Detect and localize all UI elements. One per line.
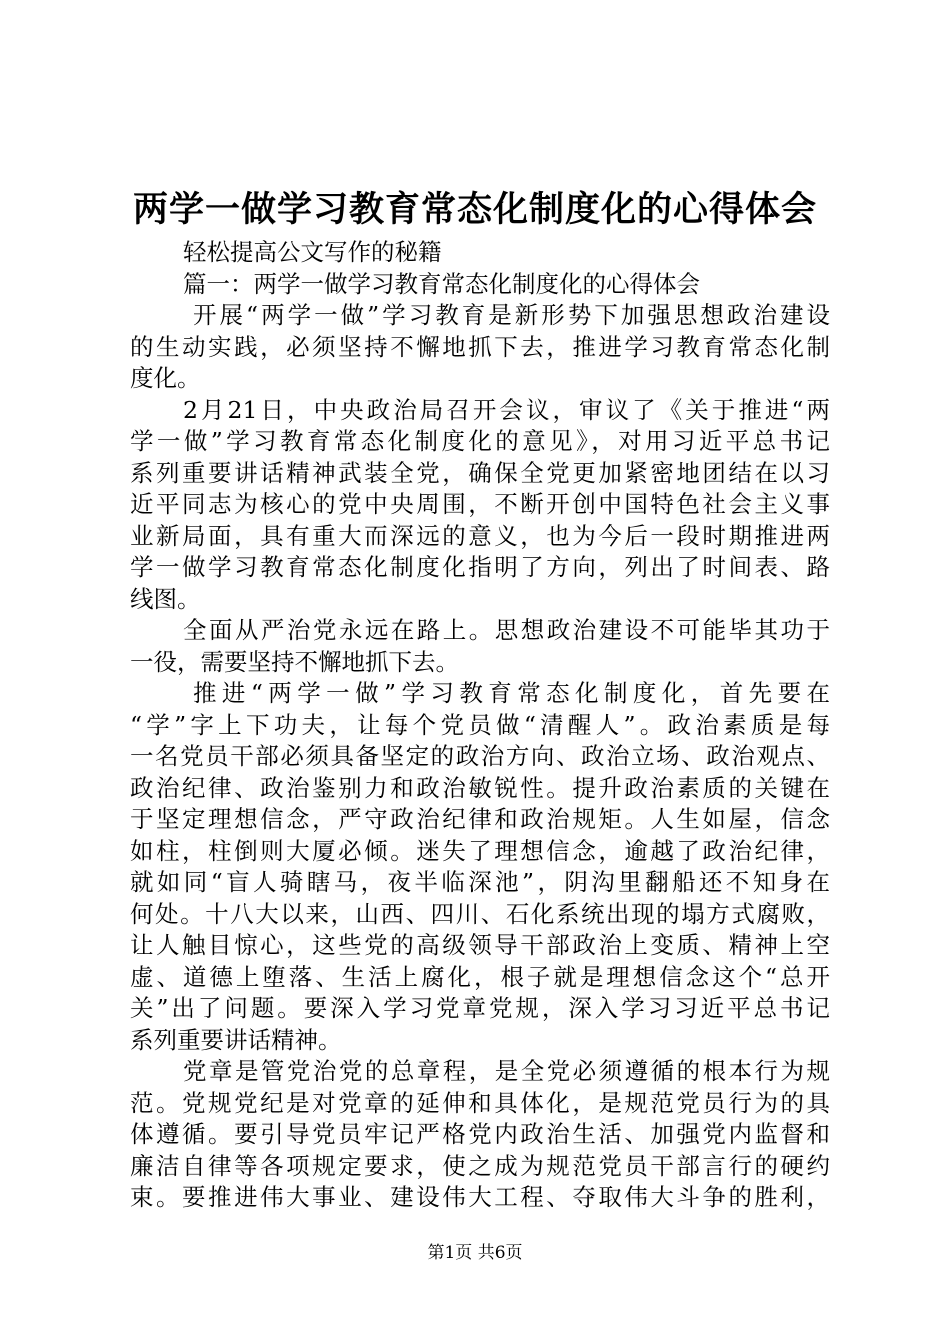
paragraph-line: 关”出了问题。要深入学习党章党规，深入学习习近平总书记 bbox=[130, 994, 830, 1022]
paragraph-line: 2月21日，中央政治局召开会议，审议了《关于推进“两 bbox=[183, 396, 830, 424]
paragraph-line: 虚、道德上堕落、生活上腐化，根子就是理想信念这个“总开 bbox=[130, 963, 830, 991]
paragraph-line: 范。党规党纪是对党章的延伸和具体化，是规范党员行为的具 bbox=[130, 1089, 830, 1117]
paragraph-line: “学”字上下功夫，让每个党员做“清醒人”。政治素质是每 bbox=[130, 711, 830, 739]
paragraph-line: 束。要推进伟大事业、建设伟大工程、夺取伟大斗争的胜利， bbox=[130, 1183, 830, 1211]
paragraph-line: 何处。十八大以来，山西、四川、石化系统出现的塌方式腐败， bbox=[130, 900, 830, 928]
paragraph-line: 廉洁自律等各项规定要求，使之成为规范党员干部言行的硬约 bbox=[130, 1152, 830, 1180]
paragraph-line: 近平同志为核心的党中央周围，不断开创中国特色社会主义事 bbox=[130, 490, 830, 518]
paragraph-line: 度化。 bbox=[130, 364, 201, 392]
paragraph-line: 系列重要讲话精神武装全党，确保全党更加紧密地团结在以习 bbox=[130, 459, 830, 487]
document-subtitle: 轻松提高公文写作的秘籍 bbox=[183, 238, 442, 266]
paragraph-line: 就如同“盲人骑瞎马，夜半临深池”，阴沟里翻船还不知身在 bbox=[130, 868, 830, 896]
document-title: 两学一做学习教育常态化制度化的心得体会 bbox=[132, 189, 817, 230]
paragraph-line: 推进“两学一做”学习教育常态化制度化，首先要在 bbox=[193, 679, 830, 707]
paragraph-line: 党章是管党治党的总章程，是全党必须遵循的根本行为规 bbox=[183, 1057, 830, 1085]
paragraph-line: 的生动实践，必须坚持不懈地抓下去，推进学习教育常态化制 bbox=[130, 333, 830, 361]
paragraph-line: 一名党员干部必须具备坚定的政治方向、政治立场、政治观点、 bbox=[130, 742, 830, 770]
paragraph-line: 让人触目惊心，这些党的高级领导干部政治上变质、精神上空 bbox=[130, 931, 830, 959]
paragraph-line: 体遵循。要引导党员牢记严格党内政治生活、加强党内监督和 bbox=[130, 1120, 830, 1148]
paragraph-line: 系列重要讲话精神。 bbox=[130, 1026, 342, 1054]
paragraph-line: 线图。 bbox=[130, 585, 201, 613]
paragraph-line: 开展“两学一做”学习教育是新形势下加强思想政治建设 bbox=[193, 301, 830, 329]
paragraph-line: 学一做”学习教育常态化制度化的意见》，对用习近平总书记 bbox=[130, 427, 830, 455]
paragraph-line: 于坚定理想信念，严守政治纪律和政治规矩。人生如屋，信念 bbox=[130, 805, 830, 833]
section-heading: 篇一：两学一做学习教育常态化制度化的心得体会 bbox=[183, 270, 700, 298]
paragraph-line: 全面从严治党永远在路上。思想政治建设不可能毕其功于 bbox=[183, 616, 830, 644]
paragraph-line: 政治纪律、政治鉴别力和政治敏锐性。提升政治素质的关键在 bbox=[130, 774, 830, 802]
paragraph-line: 业新局面，具有重大而深远的意义，也为今后一段时期推进两 bbox=[130, 522, 830, 550]
page-footer: 第1页 共6页 bbox=[427, 1243, 523, 1263]
paragraph-line: 学一做学习教育常态化制度化指明了方向，列出了时间表、路 bbox=[130, 553, 830, 581]
paragraph-line: 一役，需要坚持不懈地抓下去。 bbox=[130, 648, 459, 676]
paragraph-line: 如柱，柱倒则大厦必倾。迷失了理想信念，逾越了政治纪律， bbox=[130, 837, 830, 865]
